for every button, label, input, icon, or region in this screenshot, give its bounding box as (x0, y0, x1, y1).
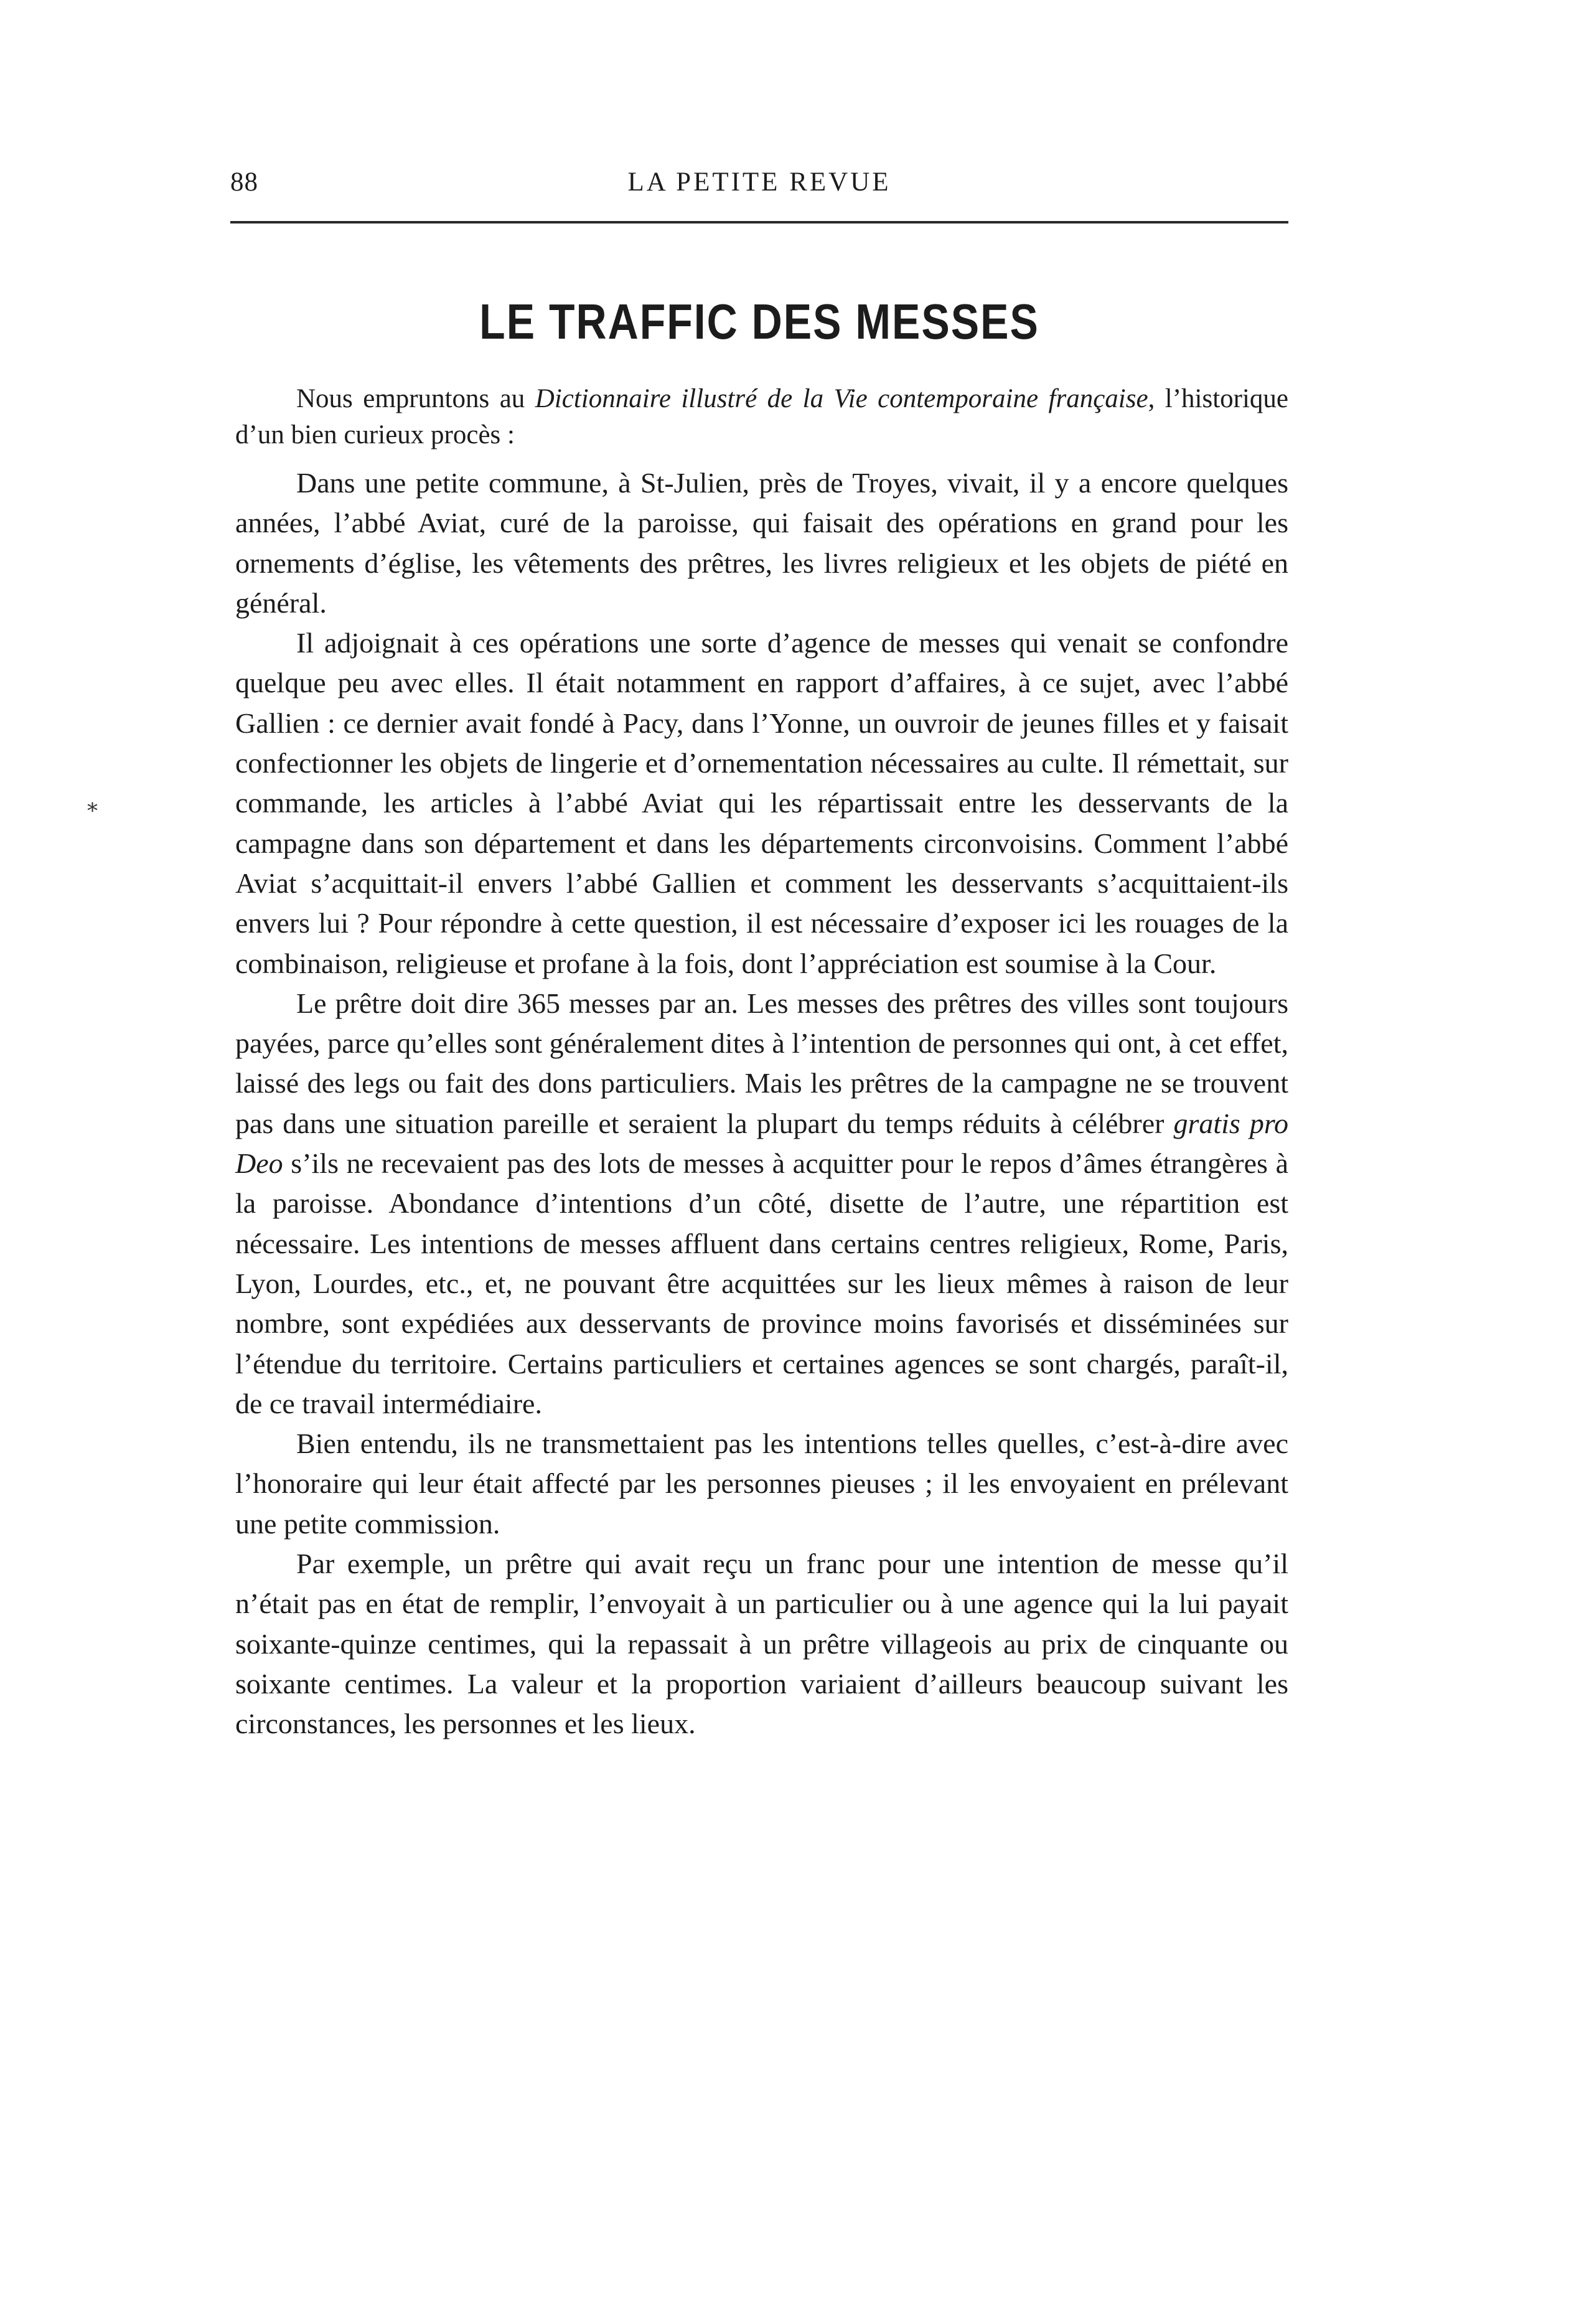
article-title: LE TRAFFIC DES MESSES (479, 294, 1039, 350)
running-title: LA PETITE REVUE (627, 167, 891, 197)
intro-before: Nous empruntons au (296, 384, 535, 413)
paragraph-3-before: Le prêtre doit dire 365 messes par an. Les messes des prêtres des villes sont toujours payées, parce qu’elles sont généralement dites à l’intention de personnes qui ont, à cet effet, laissé des legs ou fait des dons particuliers. Mais les prêtres de la campagne ne se trouvent pas dans une situation pareille et seraient la plupart du temps réduits à célébrer (235, 987, 1288, 1139)
intro-after: , l’historique d’un bien curieux procès : (235, 384, 1289, 449)
paragraph-4: Bien entendu, ils ne transmettaient pas les intentions telles quelles, c’est-à-dire avec l’honoraire qui leur était affecté par les personnes pieuses ; il les envoyaient en prélevant une petite commission. (235, 1428, 1288, 1540)
paragraph-3 (235, 984, 1288, 1424)
paragraph-5: Par exemple, un prêtre qui avait reçu un franc pour une intention de messe qu’il n’était pas en état de remplir, l’envoyait à un particulier ou à une agence qui la lui payait soixante-quinze centimes, qui la repassait à un prêtre villageois au prix de cinquante ou soixante centimes. La valeur et la proportion variaient d’ailleurs beaucoup suivant les circonstances, les personnes et les lieux. (235, 1548, 1288, 1740)
paragraph-3-italic: gratis pro Deo (235, 1107, 1289, 1180)
running-head (230, 167, 1288, 210)
paragraph-3-after: s’ils ne recevaient pas des lots de messes à acquitter pour le repos d’âmes étrangères à la paroisse. Abondance d’intentions d’un côté, disette de l’autre, une répartition est nécessaire. Les intentions de messes affluent dans certains centres religieux, Rome, Paris, Lyon, Lourdes, etc., et, ne pouvant être acquittées sur les lieux mêmes à raison de leur nombre, sont expédiées aux desservants de province moins favorisés et disséminées sur l’étendue du territoire. Certains particuliers et certaines agences se sont chargés, paraît-il, de ce travail intermédiaire. (235, 1147, 1288, 1419)
paragraph-2: Il adjoignait à ces opérations une sorte d’agence de messes qui venait se confondre quelque peu avec elles. Il était notamment en rapport d’affaires, à ce sujet, avec l’abbé Gallien : ce dernier avait fondé à Pacy, dans l’Yonne, un ouvroir de jeunes filles et y faisait confectionner les objets de lingerie et d’ornementation nécessaires au culte. Il rémettait, sur commande, les articles à l’abbé Aviat qui les répartissait entre les desservants de la campagne dans son département et dans les départements circonvoisins. Comment l’abbé Aviat s’acquittait-il envers l’abbé Gallien et comment les desservants s’acquittaient-ils envers lui ? Pour répondre à cette question, il est nécessaire d’exposer ici les rouages de la combinaison, religieuse et profane à la fois, dont l’appréciation est soumise à la Cour. (235, 627, 1288, 979)
intro-source-title: Dictionnaire illustré de la Vie contemporaine française (535, 384, 1148, 413)
margin-mark: ⁎ (87, 793, 98, 816)
intro-paragraph (235, 381, 1288, 453)
page-number: 88 (230, 167, 258, 197)
paragraph-1: Dans une petite commune, à St-Julien, près de Troyes, vivait, il y a encore quelques années, l’abbé Aviat, curé de la paroisse, qui faisait des opérations en grand pour les ornements d’église, les vêtements des prêtres, les livres religieux et les objets de piété en général. (235, 467, 1288, 619)
article-intro (235, 381, 1288, 453)
header-rule (230, 221, 1288, 223)
article-body (235, 463, 1288, 1744)
